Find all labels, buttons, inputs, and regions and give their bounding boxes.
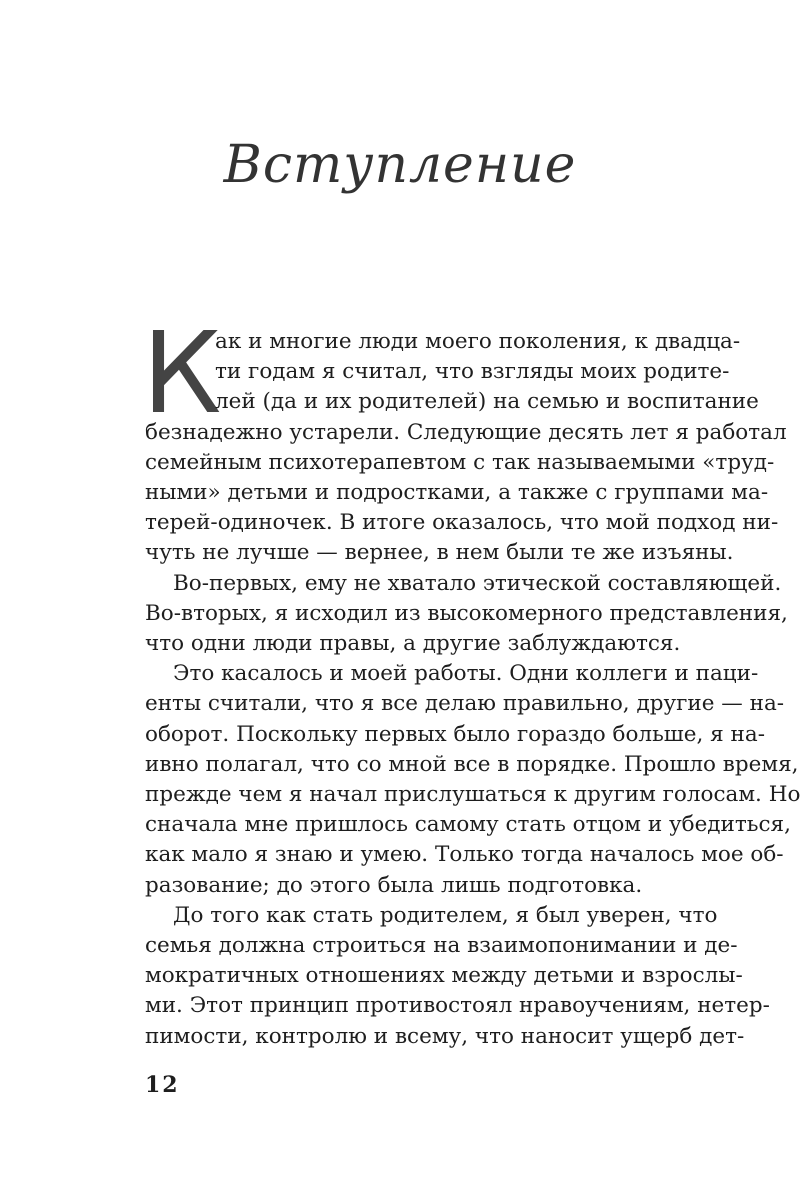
text-line: как мало я знаю и умею. Только тогда началось мое об- [145, 842, 784, 868]
text-line: оборот. Поскольку первых было гораздо больше, я на- [145, 721, 765, 747]
text-line: Это касалось и моей работы. Одни коллеги и паци- [173, 661, 759, 687]
chapter-title: Вступление [223, 135, 577, 195]
text-line: семейным психотерапевтом с так называемыми «труд- [145, 449, 775, 475]
text-line: терей-одиночек. В итоге оказалось, что мой подход ни- [145, 510, 779, 536]
text-line: чуть не лучше — вернее, в нем были те же изъяны. [145, 540, 734, 566]
text-line: семья должна строиться на взаимопонимании и де- [145, 933, 738, 958]
text-line: прежде чем я начал прислушаться к другим голосам. Но [145, 782, 800, 807]
text-line: До того как стать родителем, я был уверен, что [173, 902, 718, 928]
text-line: лей (да и их родителей) на семью и воспитание [215, 389, 759, 415]
text-line: разование; до этого была лишь подготовка. [145, 872, 643, 898]
drop-cap: К [142, 309, 222, 439]
text-line: ми. Этот принцип противостоял нравоучениям, нетер- [145, 993, 770, 1019]
text-line: сначала мне пришлось самому стать отцом и убедиться, [145, 812, 791, 838]
text-line: мократичных отношениях между детьми и взрослы- [145, 963, 743, 989]
text-line: Во-первых, ему не хватало этической составляющей. [173, 570, 782, 596]
text-line: ак и многие люди моего поколения, к двадца- [215, 329, 741, 354]
text-line: безнадежно устарели. Следующие десять лет я работал [145, 419, 787, 445]
text-line: что одни люди правы, а другие заблуждаются. [145, 631, 681, 656]
text-line: ти годам я считал, что взгляды моих родите- [215, 359, 730, 385]
text-line: пимости, контролю и всему, что наносит ущерб дет- [145, 1023, 745, 1049]
page-number: 12 [145, 1071, 180, 1098]
text-line: енты считали, что я все делаю правильно, другие — на- [145, 691, 785, 717]
text-line: ными» детьми и подростками, а также с группами ма- [145, 480, 769, 505]
text-line: ивно полагал, что со мной все в порядке. Прошло время, [145, 751, 799, 777]
text-line: Во-вторых, я исходил из высокомерного представления, [145, 600, 788, 626]
